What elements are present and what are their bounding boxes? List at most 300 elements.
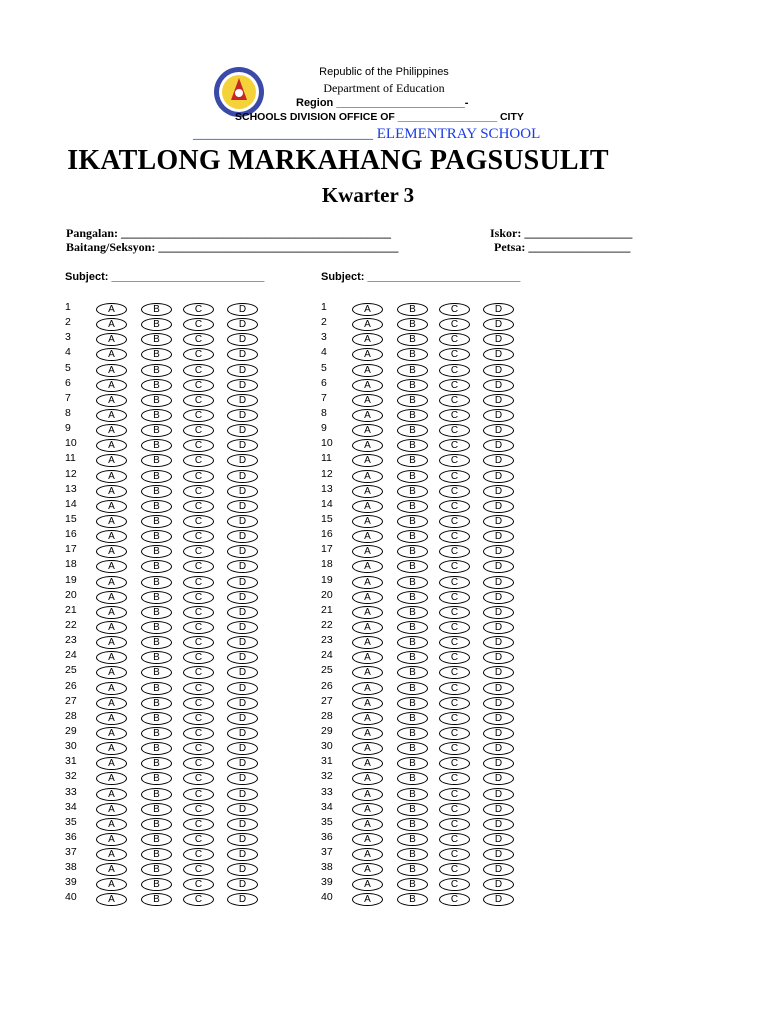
answer-bubble-c[interactable]: C bbox=[439, 833, 470, 846]
answer-bubble-a[interactable]: A bbox=[96, 333, 127, 346]
answer-bubble-a[interactable]: A bbox=[96, 500, 127, 513]
answer-bubble-b[interactable]: B bbox=[141, 515, 172, 528]
answer-bubble-c[interactable]: C bbox=[439, 409, 470, 422]
answer-bubble-b[interactable]: B bbox=[397, 424, 428, 437]
answer-bubble-a[interactable]: A bbox=[96, 833, 127, 846]
answer-bubble-d[interactable]: D bbox=[483, 485, 514, 498]
answer-bubble-a[interactable]: A bbox=[352, 848, 383, 861]
answer-bubble-b[interactable]: B bbox=[141, 818, 172, 831]
answer-bubble-c[interactable]: C bbox=[439, 485, 470, 498]
answer-bubble-d[interactable]: D bbox=[227, 500, 258, 513]
answer-bubble-c[interactable]: C bbox=[183, 757, 214, 770]
answer-bubble-c[interactable]: C bbox=[183, 303, 214, 316]
answer-bubble-a[interactable]: A bbox=[96, 712, 127, 725]
answer-bubble-a[interactable]: A bbox=[352, 803, 383, 816]
answer-bubble-d[interactable]: D bbox=[483, 606, 514, 619]
answer-bubble-d[interactable]: D bbox=[483, 515, 514, 528]
answer-bubble-d[interactable]: D bbox=[483, 424, 514, 437]
answer-bubble-c[interactable]: C bbox=[183, 863, 214, 876]
answer-bubble-c[interactable]: C bbox=[183, 697, 214, 710]
answer-bubble-d[interactable]: D bbox=[483, 772, 514, 785]
answer-bubble-d[interactable]: D bbox=[483, 818, 514, 831]
answer-bubble-d[interactable]: D bbox=[483, 833, 514, 846]
answer-bubble-b[interactable]: B bbox=[141, 863, 172, 876]
answer-bubble-c[interactable]: C bbox=[439, 636, 470, 649]
answer-bubble-a[interactable]: A bbox=[96, 848, 127, 861]
answer-bubble-c[interactable]: C bbox=[183, 666, 214, 679]
answer-bubble-b[interactable]: B bbox=[397, 636, 428, 649]
answer-bubble-c[interactable]: C bbox=[439, 818, 470, 831]
answer-bubble-b[interactable]: B bbox=[141, 364, 172, 377]
answer-bubble-b[interactable]: B bbox=[141, 636, 172, 649]
answer-bubble-c[interactable]: C bbox=[183, 636, 214, 649]
answer-bubble-b[interactable]: B bbox=[397, 621, 428, 634]
answer-bubble-b[interactable]: B bbox=[141, 576, 172, 589]
answer-bubble-c[interactable]: C bbox=[183, 379, 214, 392]
answer-bubble-c[interactable]: C bbox=[183, 485, 214, 498]
answer-bubble-b[interactable]: B bbox=[141, 379, 172, 392]
answer-bubble-d[interactable]: D bbox=[227, 439, 258, 452]
answer-bubble-a[interactable]: A bbox=[352, 454, 383, 467]
answer-bubble-c[interactable]: C bbox=[439, 727, 470, 740]
answer-bubble-b[interactable]: B bbox=[141, 470, 172, 483]
answer-bubble-d[interactable]: D bbox=[483, 591, 514, 604]
answer-bubble-c[interactable]: C bbox=[183, 742, 214, 755]
answer-bubble-d[interactable]: D bbox=[227, 878, 258, 891]
answer-bubble-d[interactable]: D bbox=[227, 636, 258, 649]
answer-bubble-c[interactable]: C bbox=[439, 560, 470, 573]
answer-bubble-a[interactable]: A bbox=[96, 621, 127, 634]
answer-bubble-b[interactable]: B bbox=[397, 757, 428, 770]
answer-bubble-a[interactable]: A bbox=[352, 727, 383, 740]
answer-bubble-b[interactable]: B bbox=[141, 485, 172, 498]
answer-bubble-a[interactable]: A bbox=[96, 803, 127, 816]
answer-bubble-c[interactable]: C bbox=[439, 712, 470, 725]
answer-bubble-c[interactable]: C bbox=[439, 303, 470, 316]
answer-bubble-d[interactable]: D bbox=[483, 757, 514, 770]
answer-bubble-a[interactable]: A bbox=[96, 757, 127, 770]
answer-bubble-c[interactable]: C bbox=[439, 470, 470, 483]
answer-bubble-b[interactable]: B bbox=[397, 803, 428, 816]
answer-bubble-b[interactable]: B bbox=[141, 788, 172, 801]
answer-bubble-b[interactable]: B bbox=[397, 712, 428, 725]
answer-bubble-a[interactable]: A bbox=[352, 863, 383, 876]
answer-bubble-c[interactable]: C bbox=[439, 606, 470, 619]
answer-bubble-a[interactable]: A bbox=[352, 545, 383, 558]
answer-bubble-a[interactable]: A bbox=[352, 878, 383, 891]
answer-bubble-b[interactable]: B bbox=[397, 848, 428, 861]
answer-bubble-d[interactable]: D bbox=[227, 379, 258, 392]
answer-bubble-c[interactable]: C bbox=[439, 803, 470, 816]
answer-bubble-b[interactable]: B bbox=[397, 742, 428, 755]
answer-bubble-c[interactable]: C bbox=[439, 893, 470, 906]
answer-bubble-d[interactable]: D bbox=[227, 621, 258, 634]
answer-bubble-d[interactable]: D bbox=[483, 470, 514, 483]
answer-bubble-d[interactable]: D bbox=[227, 591, 258, 604]
answer-bubble-c[interactable]: C bbox=[439, 682, 470, 695]
answer-bubble-d[interactable]: D bbox=[483, 560, 514, 573]
answer-bubble-d[interactable]: D bbox=[227, 318, 258, 331]
answer-bubble-c[interactable]: C bbox=[183, 333, 214, 346]
answer-bubble-c[interactable]: C bbox=[183, 712, 214, 725]
answer-bubble-b[interactable]: B bbox=[397, 470, 428, 483]
answer-bubble-a[interactable]: A bbox=[96, 893, 127, 906]
answer-bubble-a[interactable]: A bbox=[352, 606, 383, 619]
answer-bubble-d[interactable]: D bbox=[227, 515, 258, 528]
answer-bubble-b[interactable]: B bbox=[141, 621, 172, 634]
answer-bubble-c[interactable]: C bbox=[183, 545, 214, 558]
answer-bubble-b[interactable]: B bbox=[397, 560, 428, 573]
answer-bubble-d[interactable]: D bbox=[483, 651, 514, 664]
answer-bubble-a[interactable]: A bbox=[352, 833, 383, 846]
answer-bubble-a[interactable]: A bbox=[352, 394, 383, 407]
answer-bubble-b[interactable]: B bbox=[397, 394, 428, 407]
answer-bubble-b[interactable]: B bbox=[141, 878, 172, 891]
answer-bubble-a[interactable]: A bbox=[96, 606, 127, 619]
answer-bubble-c[interactable]: C bbox=[439, 651, 470, 664]
answer-bubble-d[interactable]: D bbox=[483, 621, 514, 634]
answer-bubble-d[interactable]: D bbox=[227, 833, 258, 846]
answer-bubble-a[interactable]: A bbox=[96, 318, 127, 331]
answer-bubble-d[interactable]: D bbox=[227, 364, 258, 377]
answer-bubble-a[interactable]: A bbox=[352, 682, 383, 695]
answer-bubble-b[interactable]: B bbox=[397, 863, 428, 876]
answer-bubble-c[interactable]: C bbox=[439, 500, 470, 513]
answer-bubble-d[interactable]: D bbox=[483, 712, 514, 725]
answer-bubble-d[interactable]: D bbox=[227, 485, 258, 498]
answer-bubble-b[interactable]: B bbox=[397, 303, 428, 316]
answer-bubble-b[interactable]: B bbox=[141, 682, 172, 695]
answer-bubble-a[interactable]: A bbox=[352, 333, 383, 346]
answer-bubble-a[interactable]: A bbox=[352, 757, 383, 770]
answer-bubble-d[interactable]: D bbox=[227, 424, 258, 437]
answer-bubble-c[interactable]: C bbox=[183, 364, 214, 377]
answer-bubble-c[interactable]: C bbox=[183, 439, 214, 452]
answer-bubble-b[interactable]: B bbox=[141, 333, 172, 346]
answer-bubble-a[interactable]: A bbox=[352, 772, 383, 785]
answer-bubble-d[interactable]: D bbox=[483, 333, 514, 346]
answer-bubble-a[interactable]: A bbox=[352, 303, 383, 316]
answer-bubble-a[interactable]: A bbox=[352, 621, 383, 634]
answer-bubble-d[interactable]: D bbox=[227, 727, 258, 740]
answer-bubble-d[interactable]: D bbox=[227, 712, 258, 725]
answer-bubble-b[interactable]: B bbox=[397, 606, 428, 619]
answer-bubble-d[interactable]: D bbox=[227, 803, 258, 816]
answer-bubble-c[interactable]: C bbox=[439, 666, 470, 679]
answer-bubble-a[interactable]: A bbox=[96, 818, 127, 831]
answer-bubble-a[interactable]: A bbox=[352, 818, 383, 831]
answer-bubble-b[interactable]: B bbox=[141, 651, 172, 664]
answer-bubble-b[interactable]: B bbox=[397, 454, 428, 467]
answer-bubble-b[interactable]: B bbox=[397, 364, 428, 377]
answer-bubble-c[interactable]: C bbox=[439, 530, 470, 543]
answer-bubble-a[interactable]: A bbox=[96, 364, 127, 377]
answer-bubble-a[interactable]: A bbox=[96, 394, 127, 407]
answer-bubble-d[interactable]: D bbox=[227, 697, 258, 710]
answer-bubble-d[interactable]: D bbox=[227, 303, 258, 316]
answer-bubble-c[interactable]: C bbox=[439, 788, 470, 801]
answer-bubble-c[interactable]: C bbox=[439, 545, 470, 558]
answer-bubble-b[interactable]: B bbox=[141, 303, 172, 316]
answer-bubble-c[interactable]: C bbox=[439, 348, 470, 361]
answer-bubble-a[interactable]: A bbox=[352, 697, 383, 710]
answer-bubble-b[interactable]: B bbox=[397, 545, 428, 558]
answer-bubble-b[interactable]: B bbox=[141, 409, 172, 422]
answer-bubble-a[interactable]: A bbox=[96, 439, 127, 452]
answer-bubble-d[interactable]: D bbox=[227, 560, 258, 573]
answer-bubble-c[interactable]: C bbox=[439, 439, 470, 452]
answer-bubble-a[interactable]: A bbox=[96, 742, 127, 755]
answer-bubble-a[interactable]: A bbox=[352, 364, 383, 377]
answer-bubble-b[interactable]: B bbox=[397, 788, 428, 801]
answer-bubble-b[interactable]: B bbox=[141, 591, 172, 604]
answer-bubble-b[interactable]: B bbox=[397, 333, 428, 346]
answer-bubble-d[interactable]: D bbox=[227, 409, 258, 422]
answer-bubble-d[interactable]: D bbox=[483, 394, 514, 407]
answer-bubble-c[interactable]: C bbox=[439, 333, 470, 346]
answer-bubble-a[interactable]: A bbox=[96, 788, 127, 801]
answer-bubble-b[interactable]: B bbox=[397, 651, 428, 664]
answer-bubble-d[interactable]: D bbox=[227, 742, 258, 755]
answer-bubble-c[interactable]: C bbox=[183, 530, 214, 543]
answer-bubble-c[interactable]: C bbox=[439, 424, 470, 437]
answer-bubble-d[interactable]: D bbox=[483, 576, 514, 589]
answer-bubble-a[interactable]: A bbox=[96, 470, 127, 483]
answer-bubble-b[interactable]: B bbox=[397, 576, 428, 589]
answer-bubble-d[interactable]: D bbox=[227, 530, 258, 543]
answer-bubble-c[interactable]: C bbox=[183, 500, 214, 513]
answer-bubble-a[interactable]: A bbox=[352, 485, 383, 498]
answer-bubble-b[interactable]: B bbox=[141, 697, 172, 710]
answer-bubble-d[interactable]: D bbox=[483, 379, 514, 392]
answer-bubble-d[interactable]: D bbox=[227, 348, 258, 361]
answer-bubble-c[interactable]: C bbox=[183, 682, 214, 695]
answer-bubble-d[interactable]: D bbox=[227, 394, 258, 407]
answer-bubble-c[interactable]: C bbox=[183, 409, 214, 422]
answer-bubble-a[interactable]: A bbox=[96, 530, 127, 543]
answer-bubble-b[interactable]: B bbox=[397, 878, 428, 891]
answer-bubble-b[interactable]: B bbox=[397, 515, 428, 528]
answer-bubble-a[interactable]: A bbox=[96, 560, 127, 573]
answer-bubble-c[interactable]: C bbox=[439, 591, 470, 604]
answer-bubble-c[interactable]: C bbox=[183, 591, 214, 604]
answer-bubble-b[interactable]: B bbox=[397, 485, 428, 498]
answer-bubble-b[interactable]: B bbox=[141, 742, 172, 755]
answer-bubble-d[interactable]: D bbox=[483, 303, 514, 316]
answer-bubble-b[interactable]: B bbox=[141, 606, 172, 619]
answer-bubble-a[interactable]: A bbox=[96, 424, 127, 437]
answer-bubble-b[interactable]: B bbox=[141, 833, 172, 846]
answer-bubble-c[interactable]: C bbox=[183, 621, 214, 634]
answer-bubble-c[interactable]: C bbox=[183, 651, 214, 664]
answer-bubble-b[interactable]: B bbox=[141, 318, 172, 331]
answer-bubble-b[interactable]: B bbox=[397, 893, 428, 906]
answer-bubble-c[interactable]: C bbox=[183, 803, 214, 816]
answer-bubble-a[interactable]: A bbox=[96, 636, 127, 649]
answer-bubble-c[interactable]: C bbox=[183, 606, 214, 619]
answer-bubble-c[interactable]: C bbox=[439, 515, 470, 528]
answer-bubble-c[interactable]: C bbox=[183, 560, 214, 573]
answer-bubble-c[interactable]: C bbox=[439, 742, 470, 755]
answer-bubble-d[interactable]: D bbox=[227, 757, 258, 770]
answer-bubble-b[interactable]: B bbox=[141, 712, 172, 725]
answer-bubble-c[interactable]: C bbox=[183, 788, 214, 801]
answer-bubble-d[interactable]: D bbox=[483, 788, 514, 801]
answer-bubble-c[interactable]: C bbox=[183, 833, 214, 846]
answer-bubble-d[interactable]: D bbox=[227, 682, 258, 695]
answer-bubble-c[interactable]: C bbox=[183, 454, 214, 467]
answer-bubble-c[interactable]: C bbox=[439, 878, 470, 891]
answer-bubble-a[interactable]: A bbox=[352, 576, 383, 589]
answer-bubble-c[interactable]: C bbox=[183, 515, 214, 528]
answer-bubble-c[interactable]: C bbox=[439, 697, 470, 710]
answer-bubble-d[interactable]: D bbox=[227, 893, 258, 906]
answer-bubble-d[interactable]: D bbox=[483, 878, 514, 891]
answer-bubble-b[interactable]: B bbox=[397, 409, 428, 422]
answer-bubble-c[interactable]: C bbox=[183, 394, 214, 407]
answer-bubble-d[interactable]: D bbox=[483, 409, 514, 422]
answer-bubble-b[interactable]: B bbox=[141, 893, 172, 906]
answer-bubble-c[interactable]: C bbox=[183, 818, 214, 831]
answer-bubble-d[interactable]: D bbox=[227, 818, 258, 831]
answer-bubble-a[interactable]: A bbox=[352, 742, 383, 755]
answer-bubble-d[interactable]: D bbox=[483, 348, 514, 361]
answer-bubble-c[interactable]: C bbox=[183, 893, 214, 906]
answer-bubble-a[interactable]: A bbox=[352, 788, 383, 801]
answer-bubble-a[interactable]: A bbox=[352, 424, 383, 437]
answer-bubble-b[interactable]: B bbox=[141, 803, 172, 816]
answer-bubble-d[interactable]: D bbox=[483, 439, 514, 452]
answer-bubble-c[interactable]: C bbox=[183, 424, 214, 437]
answer-bubble-d[interactable]: D bbox=[227, 576, 258, 589]
answer-bubble-d[interactable]: D bbox=[483, 682, 514, 695]
answer-bubble-d[interactable]: D bbox=[483, 742, 514, 755]
answer-bubble-c[interactable]: C bbox=[183, 576, 214, 589]
answer-bubble-a[interactable]: A bbox=[96, 651, 127, 664]
answer-bubble-b[interactable]: B bbox=[141, 545, 172, 558]
answer-bubble-a[interactable]: A bbox=[96, 863, 127, 876]
answer-bubble-a[interactable]: A bbox=[352, 470, 383, 483]
answer-bubble-a[interactable]: A bbox=[96, 485, 127, 498]
answer-bubble-b[interactable]: B bbox=[141, 530, 172, 543]
answer-bubble-a[interactable]: A bbox=[352, 318, 383, 331]
answer-bubble-c[interactable]: C bbox=[439, 379, 470, 392]
answer-bubble-a[interactable]: A bbox=[352, 712, 383, 725]
answer-bubble-a[interactable]: A bbox=[352, 348, 383, 361]
answer-bubble-b[interactable]: B bbox=[141, 757, 172, 770]
answer-bubble-a[interactable]: A bbox=[96, 545, 127, 558]
answer-bubble-b[interactable]: B bbox=[141, 666, 172, 679]
answer-bubble-a[interactable]: A bbox=[352, 530, 383, 543]
answer-bubble-a[interactable]: A bbox=[96, 878, 127, 891]
answer-bubble-d[interactable]: D bbox=[483, 500, 514, 513]
answer-bubble-d[interactable]: D bbox=[483, 666, 514, 679]
answer-bubble-b[interactable]: B bbox=[141, 439, 172, 452]
answer-bubble-b[interactable]: B bbox=[397, 833, 428, 846]
answer-bubble-a[interactable]: A bbox=[96, 409, 127, 422]
answer-bubble-c[interactable]: C bbox=[439, 848, 470, 861]
answer-bubble-b[interactable]: B bbox=[141, 454, 172, 467]
answer-bubble-d[interactable]: D bbox=[483, 803, 514, 816]
answer-bubble-d[interactable]: D bbox=[227, 848, 258, 861]
answer-bubble-a[interactable]: A bbox=[96, 576, 127, 589]
answer-bubble-b[interactable]: B bbox=[397, 439, 428, 452]
answer-bubble-a[interactable]: A bbox=[352, 500, 383, 513]
answer-bubble-a[interactable]: A bbox=[352, 409, 383, 422]
answer-bubble-d[interactable]: D bbox=[483, 893, 514, 906]
answer-bubble-b[interactable]: B bbox=[397, 348, 428, 361]
answer-bubble-a[interactable]: A bbox=[96, 515, 127, 528]
answer-bubble-c[interactable]: C bbox=[183, 348, 214, 361]
answer-bubble-d[interactable]: D bbox=[483, 636, 514, 649]
answer-bubble-c[interactable]: C bbox=[439, 394, 470, 407]
answer-bubble-d[interactable]: D bbox=[227, 666, 258, 679]
answer-bubble-c[interactable]: C bbox=[439, 757, 470, 770]
answer-bubble-b[interactable]: B bbox=[397, 818, 428, 831]
answer-bubble-a[interactable]: A bbox=[96, 591, 127, 604]
answer-bubble-b[interactable]: B bbox=[397, 591, 428, 604]
answer-bubble-b[interactable]: B bbox=[397, 318, 428, 331]
answer-bubble-d[interactable]: D bbox=[227, 863, 258, 876]
answer-bubble-a[interactable]: A bbox=[96, 379, 127, 392]
answer-bubble-b[interactable]: B bbox=[397, 727, 428, 740]
answer-bubble-a[interactable]: A bbox=[352, 515, 383, 528]
answer-bubble-c[interactable]: C bbox=[183, 727, 214, 740]
answer-bubble-b[interactable]: B bbox=[141, 424, 172, 437]
answer-bubble-c[interactable]: C bbox=[439, 364, 470, 377]
answer-bubble-d[interactable]: D bbox=[483, 697, 514, 710]
answer-bubble-a[interactable]: A bbox=[352, 379, 383, 392]
answer-bubble-c[interactable]: C bbox=[439, 318, 470, 331]
answer-bubble-a[interactable]: A bbox=[352, 591, 383, 604]
answer-bubble-c[interactable]: C bbox=[183, 772, 214, 785]
answer-bubble-a[interactable]: A bbox=[96, 666, 127, 679]
answer-bubble-c[interactable]: C bbox=[183, 470, 214, 483]
answer-bubble-d[interactable]: D bbox=[483, 364, 514, 377]
answer-bubble-a[interactable]: A bbox=[96, 682, 127, 695]
answer-bubble-b[interactable]: B bbox=[141, 348, 172, 361]
answer-bubble-d[interactable]: D bbox=[483, 863, 514, 876]
answer-bubble-b[interactable]: B bbox=[141, 560, 172, 573]
answer-bubble-c[interactable]: C bbox=[439, 863, 470, 876]
answer-bubble-a[interactable]: A bbox=[352, 560, 383, 573]
answer-bubble-a[interactable]: A bbox=[96, 772, 127, 785]
answer-bubble-a[interactable]: A bbox=[96, 727, 127, 740]
answer-bubble-d[interactable]: D bbox=[227, 470, 258, 483]
answer-bubble-b[interactable]: B bbox=[141, 848, 172, 861]
answer-bubble-d[interactable]: D bbox=[483, 545, 514, 558]
answer-bubble-a[interactable]: A bbox=[352, 666, 383, 679]
answer-bubble-d[interactable]: D bbox=[227, 651, 258, 664]
answer-bubble-a[interactable]: A bbox=[96, 454, 127, 467]
answer-bubble-d[interactable]: D bbox=[483, 727, 514, 740]
answer-bubble-c[interactable]: C bbox=[183, 878, 214, 891]
answer-bubble-d[interactable]: D bbox=[483, 454, 514, 467]
answer-bubble-b[interactable]: B bbox=[397, 530, 428, 543]
answer-bubble-d[interactable]: D bbox=[483, 530, 514, 543]
answer-bubble-a[interactable]: A bbox=[352, 636, 383, 649]
answer-bubble-d[interactable]: D bbox=[227, 545, 258, 558]
answer-bubble-a[interactable]: A bbox=[352, 439, 383, 452]
answer-bubble-b[interactable]: B bbox=[397, 697, 428, 710]
answer-bubble-d[interactable]: D bbox=[227, 772, 258, 785]
answer-bubble-b[interactable]: B bbox=[397, 500, 428, 513]
answer-bubble-d[interactable]: D bbox=[227, 788, 258, 801]
answer-bubble-d[interactable]: D bbox=[227, 454, 258, 467]
answer-bubble-a[interactable]: A bbox=[352, 651, 383, 664]
answer-bubble-c[interactable]: C bbox=[183, 848, 214, 861]
answer-bubble-a[interactable]: A bbox=[352, 893, 383, 906]
